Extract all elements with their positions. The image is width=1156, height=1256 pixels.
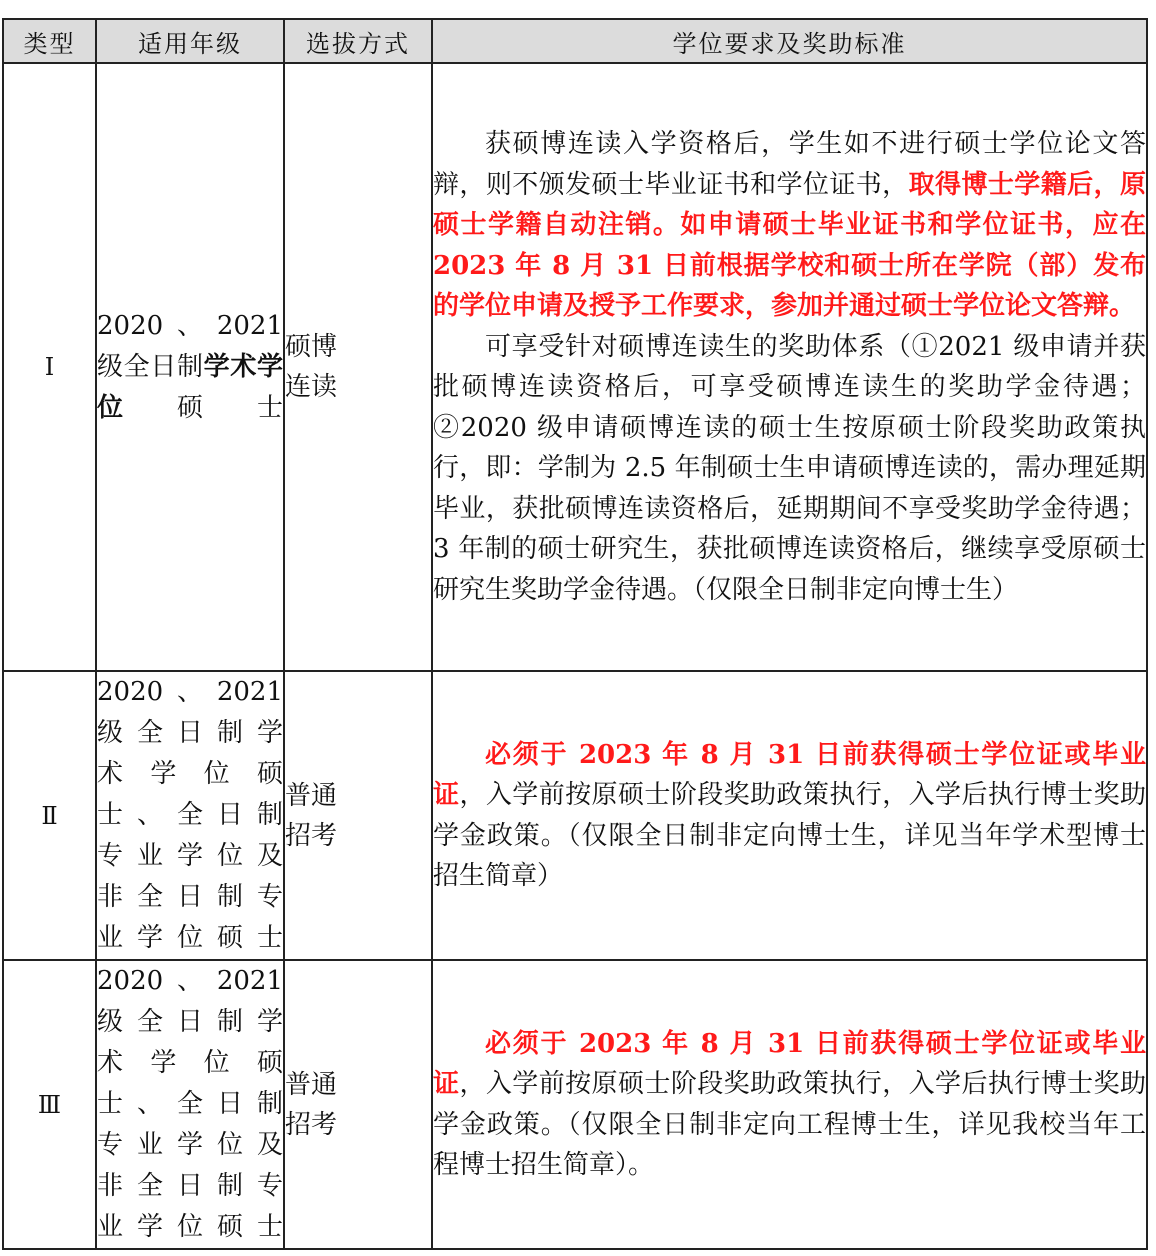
- method-line: 普通: [285, 1069, 338, 1100]
- grade-line: 专业学位及: [97, 841, 283, 871]
- header-row: [3, 19, 1147, 63]
- requirements-paragraph: [433, 735, 1146, 897]
- requirements-highlight: 取得博士学籍后，原硕士学籍自动注销。如申请硕士毕业证书和学位证书，应在 2023 年 8 月 31 日前根据学校和硕士所在学院（部）发布的学位申请及授予工作要求，参加并通过硕士学位论文答辩。: [433, 169, 1146, 321]
- method-cell: [284, 960, 432, 1249]
- requirements-paragraph: 可享受针对硕博连读生的奖助体系（①2021 级申请并获批硕博连读资格后，可享受硕博连读生的奖助学金待遇；②2020 级申请硕博连读的硕士生按原硕士阶段奖助政策执行，即：学制为 2.5 年制硕士生申请硕博连读的，需办理延期毕业，获批硕博连读资格后，延期期间不享受奖助学金待遇；3 年制的硕士研究生，获批硕博连读资格后，继续享受原硕士研究生奖助学金待遇。（仅限全日制非定向博士生）: [433, 331, 1146, 605]
- method-line: 招考: [285, 1109, 338, 1140]
- grade-line: 2020、2021: [97, 310, 283, 341]
- grade-line: 术学位硕: [97, 759, 283, 789]
- header-requirements: 学位要求及奖助标准: [432, 19, 1147, 63]
- grade-text: 级全日制: [97, 351, 204, 382]
- requirements-highlight: 必须于 2023 年 8 月 31 日前获得硕士学位证或毕业证: [433, 1028, 1146, 1099]
- grade-line: 术学位硕: [97, 1048, 283, 1078]
- table-row: [3, 63, 1147, 671]
- grade-tail-text: 硕士: [177, 392, 283, 423]
- grade-cell: [96, 960, 284, 1249]
- header-method: 选拔方式: [284, 19, 432, 63]
- grade-bold-text: 学术学位: [97, 351, 283, 423]
- requirements-cell: [432, 63, 1147, 671]
- type-cell: Ⅱ: [3, 671, 96, 960]
- grade-cell: [96, 63, 284, 671]
- requirements-paragraph: [433, 1024, 1146, 1186]
- grade-line: 级全日制学: [97, 1007, 283, 1037]
- header-grade: 适用年级: [96, 19, 284, 63]
- grade-line: 业学位硕士: [97, 1212, 283, 1242]
- table-row: [3, 671, 1147, 960]
- requirements-cell: [432, 960, 1147, 1249]
- grade-line: 级全日制学: [97, 718, 283, 748]
- policy-table: [2, 18, 1148, 1250]
- requirements-cell: [432, 671, 1147, 960]
- method-line: 普通: [285, 780, 338, 811]
- grade-line: 专业学位及: [97, 1130, 283, 1160]
- requirements-text: ，入学前按原硕士阶段奖助政策执行，入学后执行博士奖助学金政策。（仅限全日制非定向工程博士生，详见我校当年工程博士招生简章）。: [433, 1069, 1146, 1180]
- method-line: 招考: [285, 820, 338, 851]
- grade-line: 士、全日制: [97, 1089, 283, 1119]
- method-cell: [284, 671, 432, 960]
- method-line: 硕博: [285, 332, 338, 362]
- header-type: 类型: [3, 19, 96, 63]
- table-row: [3, 960, 1147, 1249]
- method-cell: [284, 63, 432, 671]
- grade-line: [97, 347, 283, 429]
- grade-line: 非全日制专: [97, 882, 283, 912]
- grade-line: 非全日制专: [97, 1171, 283, 1201]
- grade-line: 2020、2021: [97, 966, 283, 996]
- requirements-text: 获硕博连读入学资格后，学生如不进行硕士学位论文答辩，则不颁发硕士毕业证书和学位证书，: [433, 129, 1146, 200]
- grade-line: 2020、2021: [97, 677, 283, 707]
- requirements-text: ，入学前按原硕士阶段奖助政策执行，入学后执行博士奖助学金政策。（仅限全日制非定向博士生，详见当年学术型博士招生简章）: [433, 780, 1146, 891]
- requirements-highlight: 必须于 2023 年 8 月 31 日前获得硕士学位证或毕业证: [433, 739, 1146, 810]
- type-cell: Ⅰ: [3, 63, 96, 671]
- grade-line: 士、全日制: [97, 800, 283, 830]
- grade-cell: [96, 671, 284, 960]
- requirements-paragraph: [433, 124, 1146, 327]
- type-cell: Ⅲ: [3, 960, 96, 1249]
- grade-line: 业学位硕士: [97, 923, 283, 953]
- method-line: 连读: [285, 372, 338, 402]
